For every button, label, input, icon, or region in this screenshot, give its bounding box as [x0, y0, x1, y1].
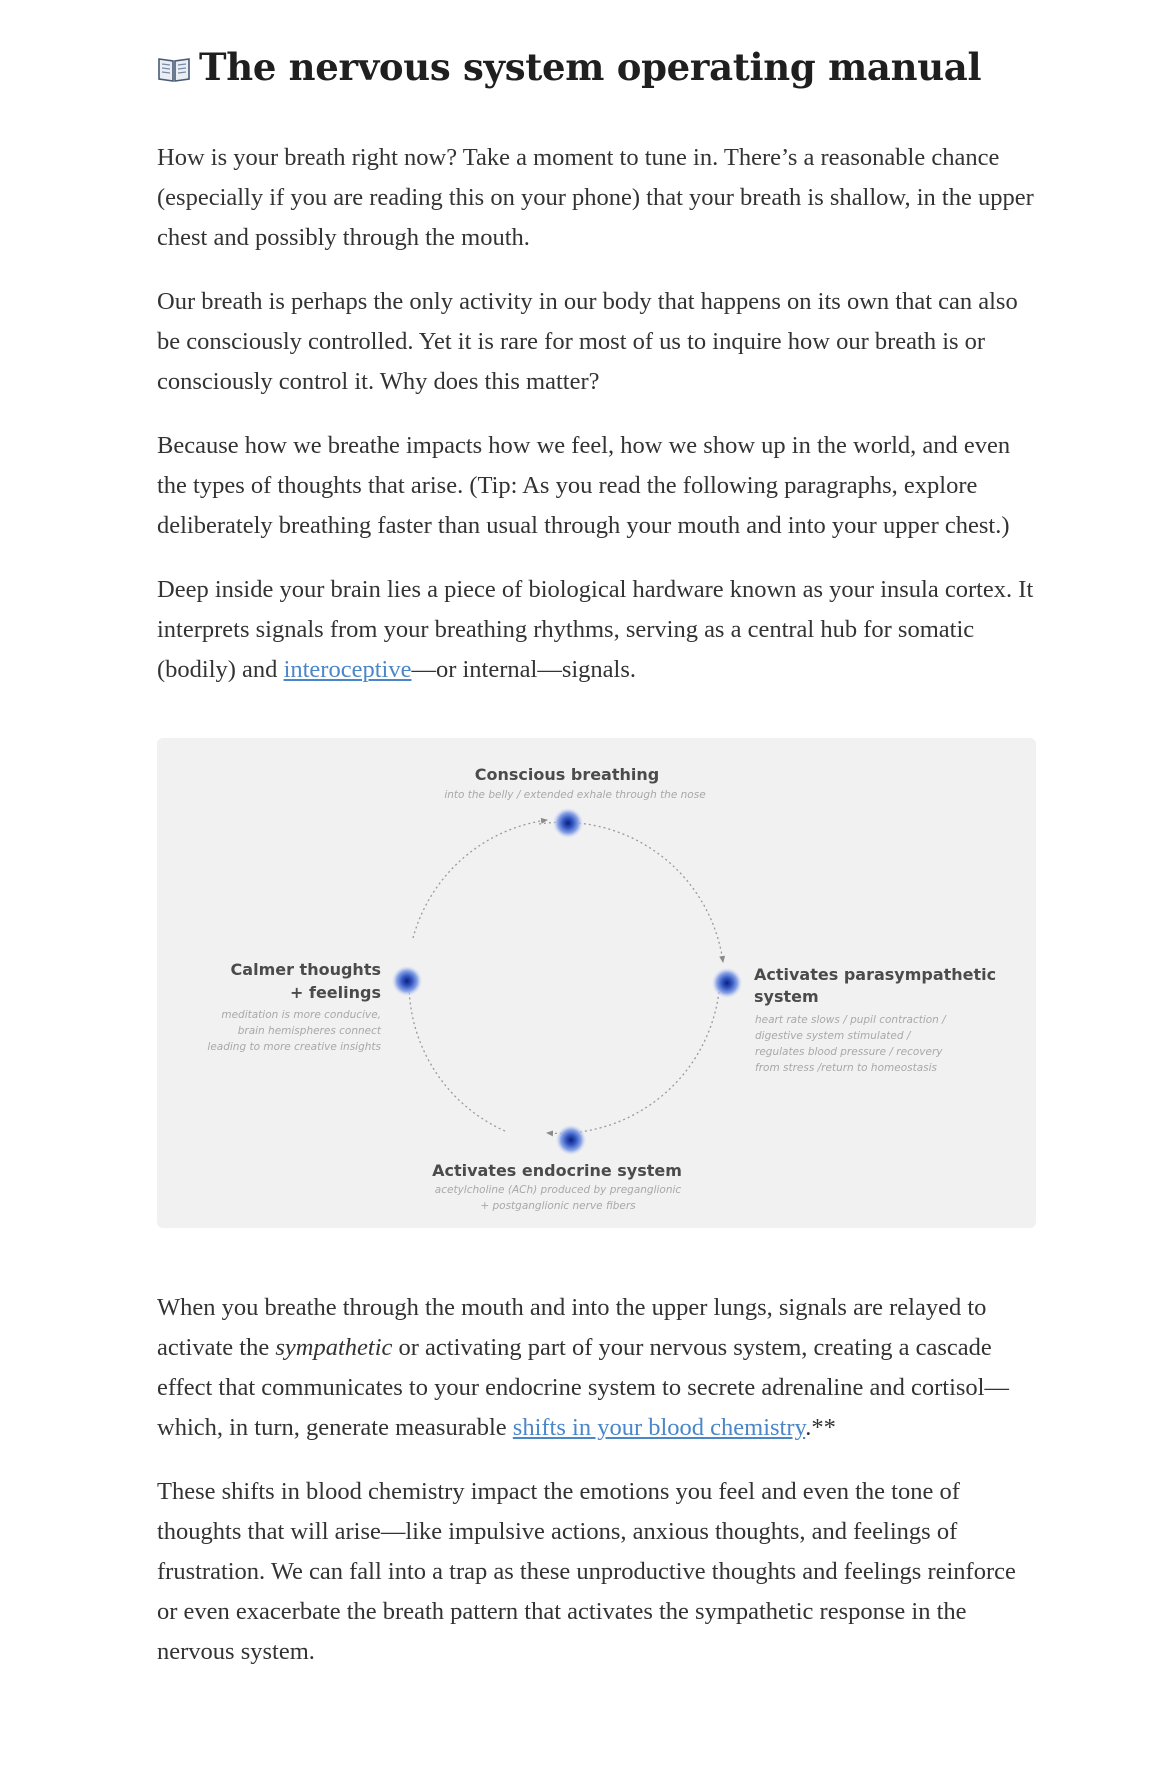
paragraph-4	[157, 570, 1037, 690]
node-right-sub-4: from stress /return to homeostasis	[755, 1062, 937, 1074]
article-title-text: The nervous system operating manual	[199, 45, 982, 89]
node-top	[553, 808, 583, 838]
paragraph-5-text-b: or activating part of your nervous system, creating a cascade effect that communicates to your endocrine system to secrete adrenaline and cortisol—which, in turn, generate measurable	[157, 1334, 1009, 1441]
node-left-sub-1: meditation is more conducive,	[221, 1009, 381, 1021]
node-bottom-sub-1: acetylcholine (ACh) produced by preganglionic	[434, 1184, 682, 1196]
arc-right-to-bottom	[547, 992, 719, 1133]
node-right-sub-2: digestive system stimulated /	[755, 1030, 911, 1042]
node-bottom	[556, 1125, 586, 1155]
paragraph-6: These shifts in blood chemistry impact the emotions you feel and even the tone of thoughts that will arise—like impulsive actions, anxious thoughts, and feelings of frustration. We can fall into a trap as these unproductive thoughts and feelings reinforce or even exacerbate the breath pattern that activates the sympathetic response in the nervous system.	[157, 1478, 1016, 1665]
node-right-sub-3: regulates blood pressure / recovery	[755, 1046, 943, 1058]
node-left	[392, 966, 422, 996]
article-title	[157, 38, 1037, 96]
diagram-canvas	[157, 738, 1036, 1228]
paragraph-5-italic: sympathetic	[275, 1334, 393, 1361]
breathing-cycle-diagram	[157, 738, 1036, 1228]
interoceptive-link[interactable]: interoceptive	[283, 656, 412, 683]
blood-chemistry-link[interactable]: shifts in your blood chemistry	[512, 1414, 806, 1441]
node-top-title: Conscious breathing	[474, 765, 660, 784]
arc-bottom-to-left	[409, 984, 505, 1131]
node-left-sub-3: leading to more creative insights	[207, 1041, 381, 1053]
node-bottom-sub-2: + postganglionic nerve fibers	[480, 1200, 636, 1212]
paragraph-3: Because how we breathe impacts how we feel, how we show up in the world, and even the types of thoughts that arise. (Tip: As you read the following paragraphs, explore deliberately breathing faster than usual through your mouth and into your upper chest.)	[157, 432, 1011, 539]
paragraph-4-text-a: Deep inside your brain lies a piece of biological hardware known as your insula cortex. It interprets signals from your breathing rhythms, serving as a central hub for somatic (bodily) and	[157, 576, 1034, 683]
node-left-sub-2: brain hemispheres connect	[237, 1025, 381, 1037]
node-right-sub-1: heart rate slows / pupil contraction /	[755, 1014, 946, 1026]
paragraph-5	[157, 1288, 1037, 1448]
paragraph-5-text-c: .**	[805, 1414, 836, 1441]
node-right	[712, 968, 742, 998]
paragraph-2: Our breath is perhaps the only activity in our body that happens on its own that can also be consciously controlled. Yet it is rare for most of us to inquire how our breath is or consciously control it. Why does this matter?	[157, 288, 1018, 395]
arc-top-to-right	[539, 822, 723, 962]
node-top-sub: into the belly / extended exhale through the nose	[444, 789, 706, 801]
article	[157, 0, 1037, 1672]
paragraph-5-text-a: When you breathe through the mouth and into the upper lungs, signals are relayed to activate the	[157, 1294, 987, 1361]
open-book-icon	[157, 55, 191, 83]
node-bottom-title: Activates endocrine system	[432, 1161, 682, 1180]
node-left-title-1: Calmer thoughts	[230, 960, 381, 979]
paragraph-4-text-b: —or internal—signals.	[411, 656, 636, 683]
arc-left-to-top	[413, 820, 547, 938]
node-right-title-1: Activates parasympathetic	[754, 965, 997, 984]
paragraph-1: How is your breath right now? Take a moment to tune in. There’s a reasonable chance (especially if you are reading this on your phone) that your breath is shallow, in the upper chest and possibly through the mouth.	[157, 144, 1034, 251]
node-left-title-2: + feelings	[290, 983, 381, 1002]
node-right-title-2: system	[754, 987, 819, 1006]
